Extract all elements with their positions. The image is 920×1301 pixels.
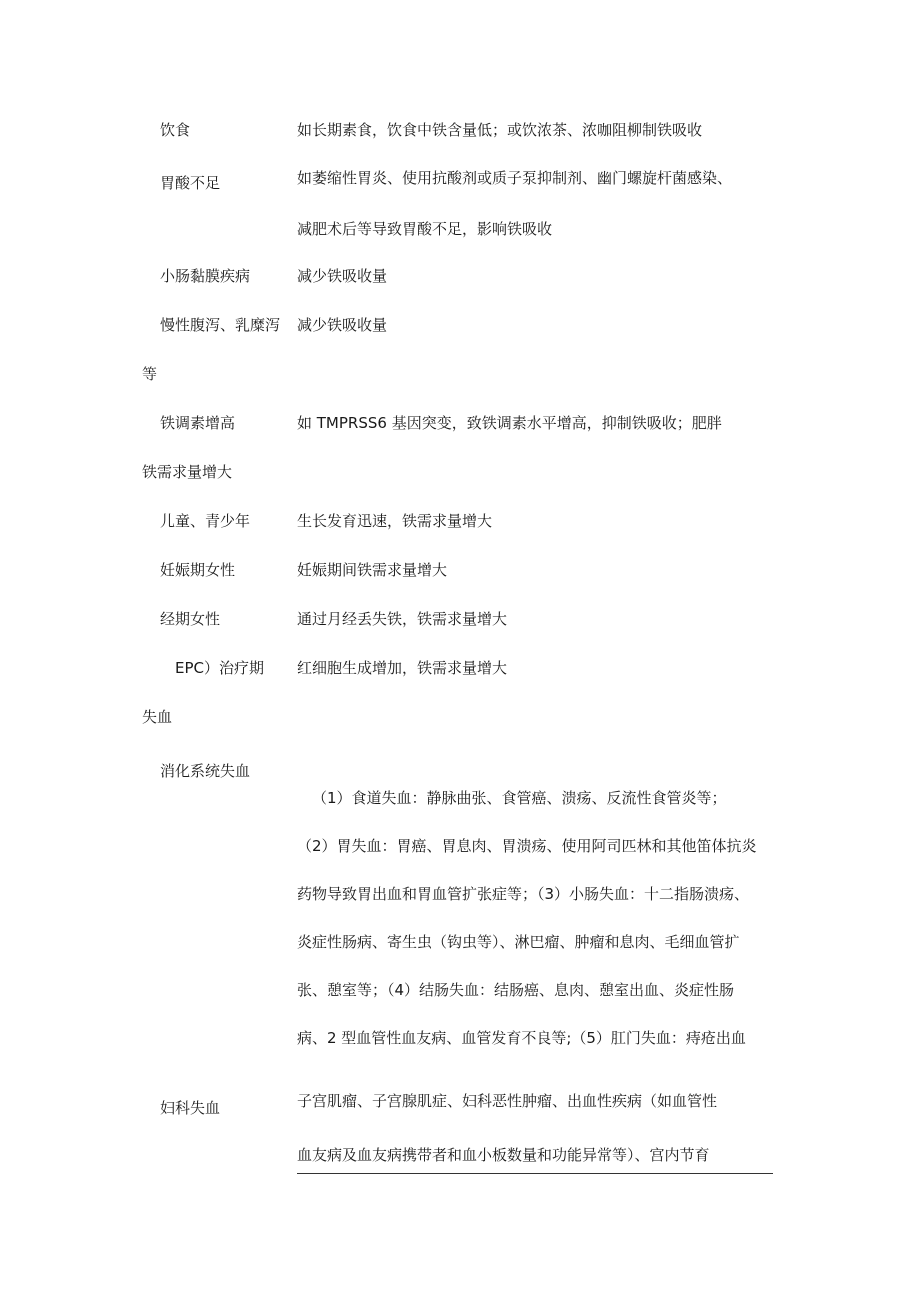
desc-children: 生长发育迅速，铁需求量增大 (297, 512, 493, 530)
desc-digestive-line5: 张、憩室等；（4）结肠失血：结肠癌、息肉、憩室出血、炎症性肠 (297, 981, 735, 999)
desc-digestive-line1: （1）食道失血：静脉曲张、食管癌、溃疡、反流性食管炎等； (312, 789, 727, 807)
label-digestive: 消化系统失血 (160, 762, 251, 780)
desc-small-intestine: 减少铁吸收量 (297, 267, 388, 285)
label-epc: EPC）治疗期 (175, 659, 264, 677)
desc-menstruation: 通过月经丢失铁，铁需求量增大 (297, 610, 508, 628)
section-blood-loss: 失血 (142, 708, 173, 726)
label-pregnancy: 妊娠期女性 (160, 561, 236, 579)
label-small-intestine: 小肠黏膜疾病 (160, 267, 251, 285)
label-low-gastric-acid: 胃酸不足 (160, 174, 221, 192)
label-chronic-diarrhea-cont: 等 (142, 365, 158, 383)
desc-diet: 如长期素食，饮食中铁含量低；或饮浓茶、浓咖阻柳制铁吸收 (297, 121, 703, 139)
table-bottom-rule (297, 1173, 773, 1174)
label-gynecologic: 妇科失血 (160, 1099, 221, 1117)
desc-low-gastric-acid-line1: 如萎缩性胃炎、使用抗酸剂或质子泵抑制剂、幽门螺旋杆菌感染、 (297, 169, 733, 187)
desc-pregnancy: 妊娠期间铁需求量增大 (297, 561, 448, 579)
desc-digestive-line2: （2）胃失血：胃癌、胃息肉、胃溃疡、使用阿司匹林和其他笛体抗炎 (297, 837, 757, 855)
desc-hepcidin: 如 TMPRSS6 基因突变，致铁调素水平增高，抑制铁吸收；肥胖 (297, 414, 722, 432)
desc-epc: 红细胞生成增加，铁需求量增大 (297, 659, 508, 677)
label-diet: 饮食 (160, 121, 191, 139)
label-hepcidin: 铁调素增高 (160, 414, 236, 432)
section-iron-need: 铁需求量增大 (142, 463, 233, 481)
desc-gynecologic-line1: 子宫肌瘤、子宫腺肌症、妇科恶性肿瘤、出血性疾病（如血管性 (297, 1092, 718, 1110)
label-children: 儿童、青少年 (160, 512, 251, 530)
desc-chronic-diarrhea: 减少铁吸收量 (297, 316, 388, 334)
label-chronic-diarrhea: 慢性腹泻、乳糜泻 (160, 316, 281, 334)
desc-low-gastric-acid-line2: 减肥术后等导致胃酸不足，影响铁吸收 (297, 220, 553, 238)
desc-digestive-line6: 病、2 型血管性血友病、血管发育不良等;（5）肛门失血：痔疮出血 (297, 1029, 746, 1047)
label-menstruation: 经期女性 (160, 610, 221, 628)
desc-gynecologic-line2: 血友病及血友病携带者和血小板数量和功能异常等）、宫内节育 (297, 1146, 710, 1164)
desc-digestive-line4: 炎症性肠病、寄生虫（钩虫等）、淋巴瘤、肿瘤和息肉、毛细血管扩 (297, 933, 740, 951)
desc-digestive-line3: 药物导致胃出血和胃血管扩张症等；（3）小肠失血：十二指肠溃疡、 (297, 885, 750, 903)
